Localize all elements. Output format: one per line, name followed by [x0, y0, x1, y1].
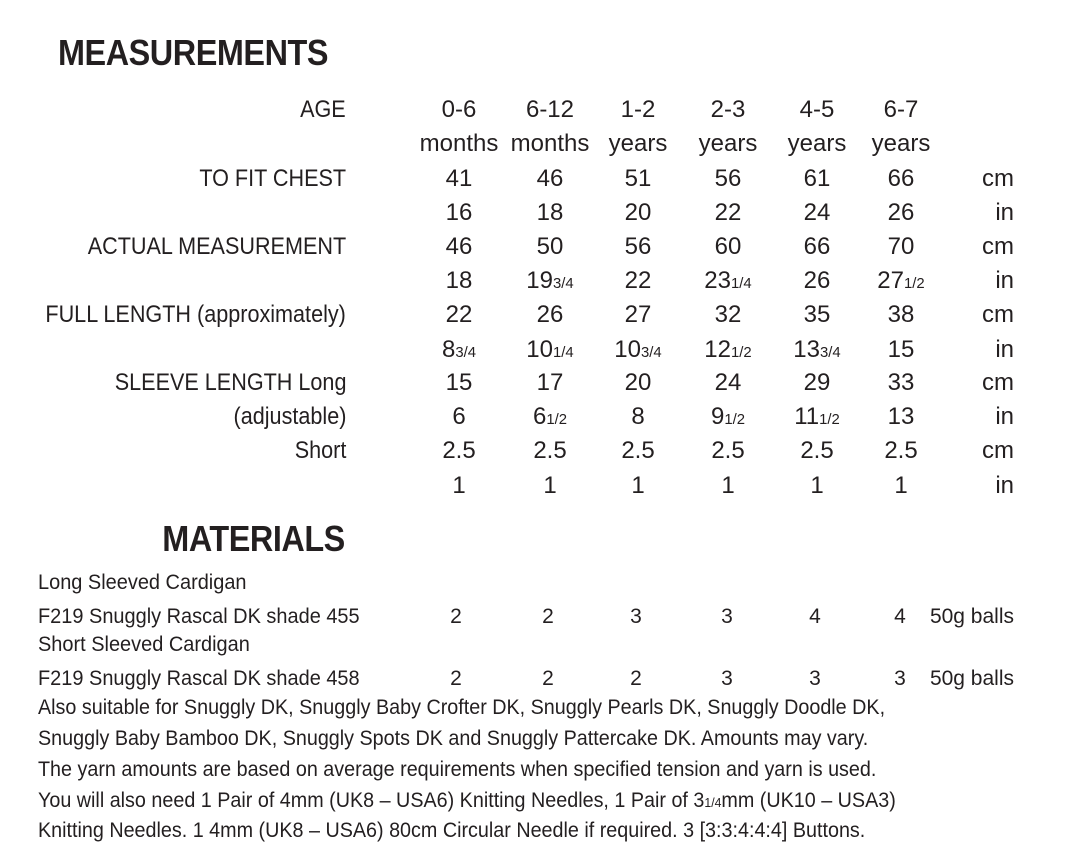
- measurement-cell: 8: [631, 403, 645, 430]
- measurements-heading: MEASUREMENTS: [58, 32, 329, 73]
- measurement-cell: 20: [624, 199, 652, 226]
- material-quantity: 3: [721, 605, 733, 628]
- material-line: [38, 569, 1038, 597]
- measurement-cell: 56: [624, 233, 652, 260]
- materials-note-line: The yarn amounts are based on average requirements when specified tension and yarn is used.: [38, 758, 877, 781]
- measurement-cell: 2.5: [711, 437, 745, 464]
- material-quantity: 2: [450, 667, 462, 690]
- measurement-cell: years: [608, 130, 668, 157]
- measurement-cell: 1: [631, 472, 645, 499]
- material-label: F219 Snuggly Rascal DK shade 458: [38, 667, 360, 690]
- material-label: Short Sleeved Cardigan: [38, 633, 250, 656]
- measurement-cell: 271/2: [877, 267, 925, 294]
- measurement-cell: years: [871, 130, 931, 157]
- measurement-cell: 46: [536, 165, 564, 192]
- measurement-cell: 51: [624, 165, 652, 192]
- measurement-cell: 1: [894, 472, 908, 499]
- measurement-row: [0, 435, 1076, 467]
- measurement-cell: 46: [445, 233, 473, 260]
- measurement-cell: 26: [803, 267, 831, 294]
- measurement-cell: months: [510, 130, 590, 157]
- measurement-unit: cm: [982, 437, 1014, 464]
- measurement-cell: 13: [887, 403, 915, 430]
- measurement-row: [0, 367, 1076, 399]
- measurement-cell: 35: [803, 301, 831, 328]
- measurement-row: [0, 265, 1076, 297]
- measurement-label: (adjustable): [233, 403, 346, 430]
- measurement-unit: in: [995, 199, 1014, 226]
- measurement-cell: 103/4: [614, 336, 662, 363]
- material-line: [38, 603, 1038, 631]
- measurement-cell: 41: [445, 165, 473, 192]
- material-quantity: 4: [809, 605, 821, 628]
- measurement-cell: 61: [803, 165, 831, 192]
- measurement-unit: cm: [982, 301, 1014, 328]
- measurement-unit: in: [995, 403, 1014, 430]
- measurement-cell: 4-5: [799, 96, 835, 123]
- measurement-cell: 1: [452, 472, 466, 499]
- measurement-cell: 1: [810, 472, 824, 499]
- measurement-cell: years: [787, 130, 847, 157]
- measurement-cell: 38: [887, 301, 915, 328]
- materials-note-line: You will also need 1 Pair of 4mm (UK8 – USA6) Knitting Needles, 1 Pair of 31/4mm (UK10 – USA3): [38, 789, 896, 812]
- material-quantity: 2: [542, 605, 554, 628]
- measurement-cell: 60: [714, 233, 742, 260]
- measurement-cell: 231/4: [704, 267, 752, 294]
- material-quantity: 2: [630, 667, 642, 690]
- measurement-label: FULL LENGTH (approximately): [45, 301, 346, 328]
- measurement-cell: 121/2: [704, 336, 752, 363]
- measurement-cell: years: [698, 130, 758, 157]
- measurement-row: [0, 94, 1076, 126]
- measurement-cell: 18: [536, 199, 564, 226]
- measurement-cell: 26: [887, 199, 915, 226]
- measurement-cell: 22: [445, 301, 473, 328]
- measurement-cell: 20: [624, 369, 652, 396]
- measurement-cell: 2.5: [621, 437, 655, 464]
- measurement-cell: 29: [803, 369, 831, 396]
- material-quantity: 3: [630, 605, 642, 628]
- material-quantity: 3: [809, 667, 821, 690]
- measurement-row: [0, 470, 1076, 502]
- materials-note-line: Also suitable for Snuggly DK, Snuggly Baby Crofter DK, Snuggly Pearls DK, Snuggly Doodle DK,: [38, 696, 886, 719]
- measurement-cell: 24: [714, 369, 742, 396]
- measurement-cell: 133/4: [793, 336, 841, 363]
- measurement-cell: 15: [445, 369, 473, 396]
- measurement-cell: 1: [721, 472, 735, 499]
- measurement-cell: 26: [536, 301, 564, 328]
- measurement-cell: 50: [536, 233, 564, 260]
- material-label: Long Sleeved Cardigan: [38, 571, 247, 594]
- material-quantity: 3: [721, 667, 733, 690]
- measurement-cell: 61/2: [532, 403, 568, 430]
- measurement-cell: 6: [452, 403, 466, 430]
- measurement-row: [0, 334, 1076, 366]
- materials-note-line: Knitting Needles. 1 4mm (UK8 – USA6) 80cm Circular Needle if required. 3 [3:3:4:4:4] Buttons.: [38, 819, 866, 842]
- measurement-cell: 2.5: [884, 437, 918, 464]
- measurement-cell: 83/4: [441, 336, 477, 363]
- measurement-row: [0, 163, 1076, 195]
- measurement-row: [0, 231, 1076, 263]
- measurement-cell: 18: [445, 267, 473, 294]
- material-label: F219 Snuggly Rascal DK shade 455: [38, 605, 360, 628]
- measurement-cell: 91/2: [710, 403, 746, 430]
- measurement-unit: cm: [982, 165, 1014, 192]
- measurement-label: ACTUAL MEASUREMENT: [87, 233, 346, 260]
- materials-heading: MATERIALS: [162, 518, 345, 559]
- material-quantity: 2: [542, 667, 554, 690]
- measurement-unit: in: [995, 472, 1014, 499]
- material-line: [38, 631, 1038, 659]
- measurement-label: AGE: [300, 96, 346, 123]
- measurement-unit: in: [995, 336, 1014, 363]
- measurement-unit: cm: [982, 233, 1014, 260]
- material-line: [38, 665, 1038, 693]
- measurement-cell: 1: [543, 472, 557, 499]
- measurement-cell: 66: [803, 233, 831, 260]
- measurement-cell: 2-3: [710, 96, 746, 123]
- measurement-row: [0, 401, 1076, 433]
- measurement-label: TO FIT CHEST: [199, 165, 346, 192]
- measurement-cell: 32: [714, 301, 742, 328]
- material-unit: 50g balls: [929, 605, 1014, 628]
- measurement-cell: 66: [887, 165, 915, 192]
- measurement-cell: 1-2: [620, 96, 656, 123]
- measurement-label: Short: [294, 437, 346, 464]
- measurement-cell: 70: [887, 233, 915, 260]
- measurement-unit: in: [995, 267, 1014, 294]
- measurement-cell: 6-12: [525, 96, 575, 123]
- measurement-cell: 111/2: [794, 403, 840, 430]
- measurement-cell: 101/4: [526, 336, 574, 363]
- measurement-row: [0, 128, 1076, 160]
- measurement-cell: 0-6: [441, 96, 477, 123]
- measurement-row: [0, 299, 1076, 331]
- measurement-cell: 16: [445, 199, 473, 226]
- material-quantity: 2: [450, 605, 462, 628]
- measurement-cell: 22: [714, 199, 742, 226]
- measurement-cell: 2.5: [533, 437, 567, 464]
- material-unit: 50g balls: [929, 667, 1014, 690]
- measurement-cell: 56: [714, 165, 742, 192]
- measurement-cell: 17: [536, 369, 564, 396]
- measurement-cell: 27: [624, 301, 652, 328]
- measurement-cell: 22: [624, 267, 652, 294]
- measurement-row: [0, 197, 1076, 229]
- material-quantity: 4: [894, 605, 906, 628]
- measurement-cell: 24: [803, 199, 831, 226]
- measurement-cell: 6-7: [883, 96, 919, 123]
- measurement-label: SLEEVE LENGTH Long: [114, 369, 346, 396]
- measurement-cell: months: [419, 130, 499, 157]
- material-quantity: 3: [894, 667, 906, 690]
- measurement-cell: 15: [887, 336, 915, 363]
- measurement-cell: 2.5: [442, 437, 476, 464]
- measurement-cell: 33: [887, 369, 915, 396]
- measurement-cell: 2.5: [800, 437, 834, 464]
- measurement-unit: cm: [982, 369, 1014, 396]
- materials-note-line: Snuggly Baby Bamboo DK, Snuggly Spots DK and Snuggly Pattercake DK. Amounts may vary.: [38, 727, 869, 750]
- measurement-cell: 193/4: [526, 267, 574, 294]
